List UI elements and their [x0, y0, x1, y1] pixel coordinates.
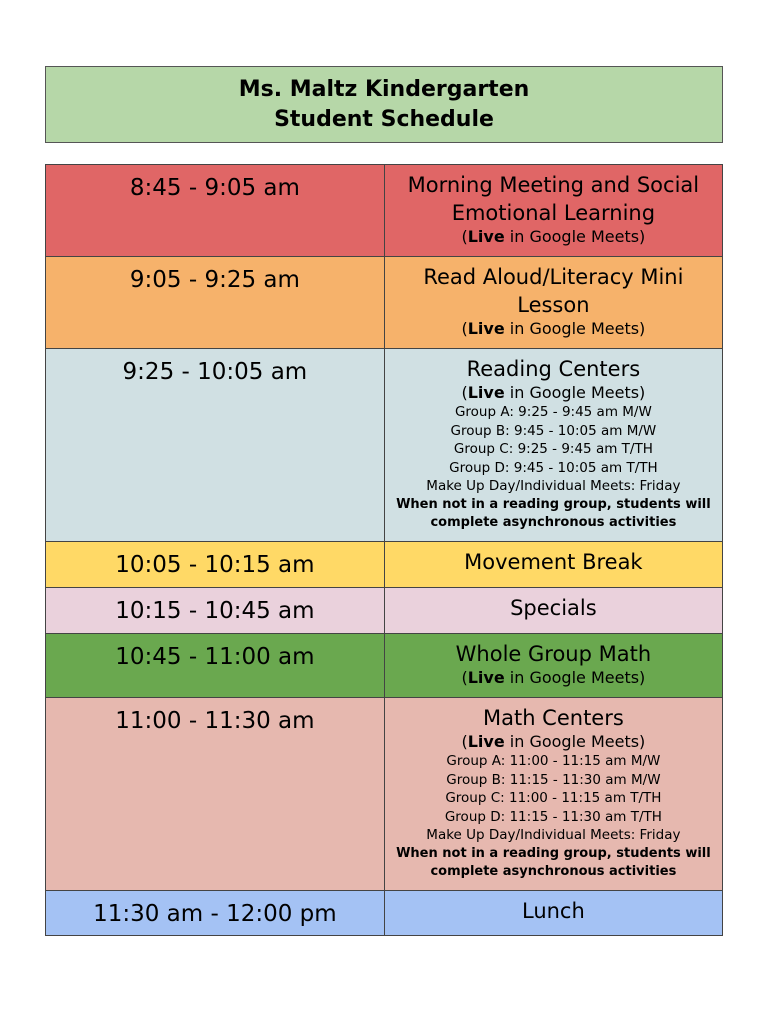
- time-cell: 11:30 am - 12:00 pm: [46, 891, 385, 936]
- time-cell: 10:15 - 10:45 am: [46, 588, 385, 634]
- activity-title: Math Centers: [482, 706, 624, 730]
- schedule-row-reading-centers: [46, 349, 723, 542]
- schedule-row-morning-meeting: [46, 165, 723, 257]
- time-cell: 8:45 - 9:05 am: [46, 165, 385, 257]
- activity-cell: [384, 588, 722, 634]
- schedule-row-whole-group-math: [46, 634, 723, 698]
- time-cell: 11:00 - 11:30 am: [46, 698, 385, 891]
- activity-cell: [384, 698, 722, 891]
- group-line: Group D: 9:45 - 10:05 am T/TH: [449, 459, 658, 476]
- schedule-row-lunch: [46, 891, 723, 936]
- group-line: Make Up Day/Individual Meets: Friday: [426, 478, 681, 494]
- activity-cell: [384, 891, 722, 936]
- async-note: When not in a reading group, students will complete asynchronous activities: [396, 496, 711, 530]
- group-line: Group C: 9:25 - 9:45 am T/TH: [453, 441, 653, 457]
- group-line: Make Up Day/Individual Meets: Friday: [426, 827, 681, 843]
- live-note: (Live in Google Meets): [461, 227, 646, 246]
- time-cell: 9:25 - 10:05 am: [46, 349, 385, 542]
- activity-cell: [384, 165, 722, 257]
- time-cell: 10:05 - 10:15 am: [46, 542, 385, 588]
- live-note: (Live in Google Meets): [461, 732, 646, 751]
- group-line: Group C: 11:00 - 11:15 am T/TH: [445, 790, 662, 806]
- schedule-header: [45, 66, 723, 143]
- header-title-line1: Ms. Maltz Kindergarten: [238, 76, 530, 102]
- activity-cell: [384, 257, 722, 349]
- activity-cell: [384, 634, 722, 698]
- time-cell: 10:45 - 11:00 am: [46, 634, 385, 698]
- live-note: (Live in Google Meets): [461, 319, 646, 338]
- header-title-line2: Student Schedule: [274, 106, 494, 132]
- live-note: (Live in Google Meets): [461, 383, 646, 402]
- schedule-table: [45, 164, 723, 936]
- schedule-row-movement-break: [46, 542, 723, 588]
- activity-title: Whole Group Math: [455, 642, 652, 666]
- schedule-row-math-centers: [46, 698, 723, 891]
- activity-title: Read Aloud/Literacy Mini Lesson: [423, 265, 684, 317]
- activity-title: Specials: [510, 596, 597, 620]
- activity-title: Movement Break: [464, 550, 643, 574]
- activity-cell: [384, 542, 722, 588]
- schedule-row-specials: [46, 588, 723, 634]
- group-line: Group D: 11:15 - 11:30 am T/TH: [444, 808, 662, 825]
- async-note: When not in a reading group, students will complete asynchronous activities: [396, 845, 711, 879]
- group-line: Group A: 9:25 - 9:45 am M/W: [454, 404, 652, 420]
- activity-title: Lunch: [521, 899, 585, 923]
- activity-title: Morning Meeting and Social Emotional Learning: [407, 173, 700, 225]
- time-cell: 9:05 - 9:25 am: [46, 257, 385, 349]
- activity-cell: [384, 349, 722, 542]
- group-line: Group A: 11:00 - 11:15 am M/W: [446, 753, 661, 769]
- schedule-row-read-aloud: [46, 257, 723, 349]
- group-line: Group B: 11:15 - 11:30 am M/W: [446, 771, 661, 788]
- activity-title: Reading Centers: [466, 357, 641, 381]
- live-note: (Live in Google Meets): [461, 668, 646, 687]
- group-line: Group B: 9:45 - 10:05 am M/W: [450, 422, 657, 439]
